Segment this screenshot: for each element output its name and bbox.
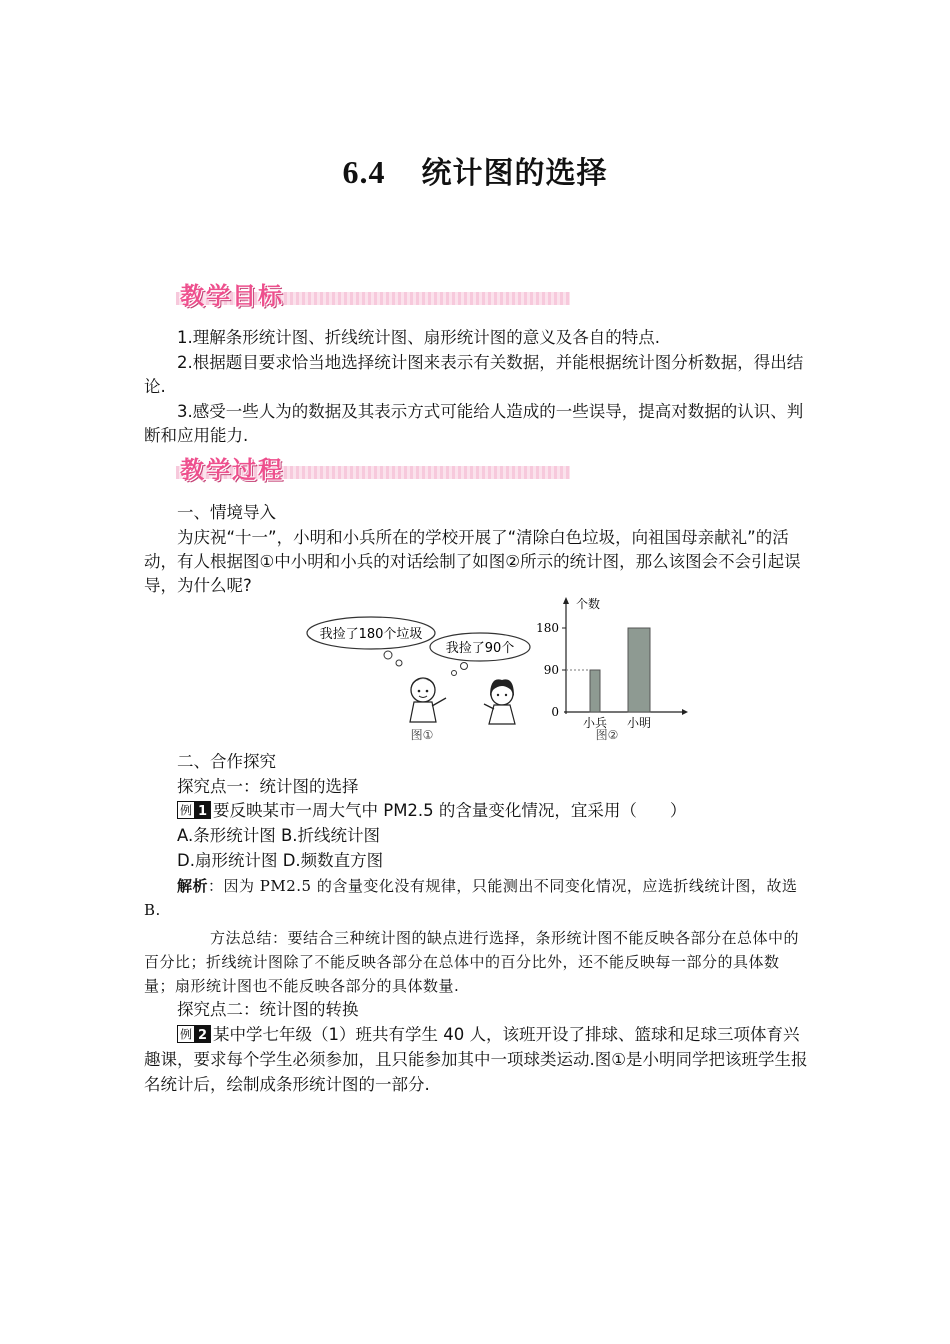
process-banner bbox=[176, 450, 570, 488]
goal-2: 2.根据题目要求恰当地选择统计图来表示有关数据，并能根据统计图分析数据，得出结论. bbox=[144, 353, 804, 396]
example-2-body: 某中学七年级（1）班共有学生 40 人，该班开设了排球、篮球和足球三项体育兴趣课，要求每个学生必须参加，且只能参加其中一项球类运动.图①是小明同学把该班学生报名统计后，绘制成条形统计图的一部分. bbox=[144, 1025, 808, 1094]
y-tick-label: 90 bbox=[543, 663, 559, 677]
example-1-analysis bbox=[144, 874, 808, 922]
section-number: 6.4 bbox=[342, 154, 386, 190]
goal-3: 3.感受一些人为的数据及其表示方式可能给人造成的一些误导，提高对数据的认识、判断和应用能力. bbox=[144, 402, 804, 445]
goals-banner-label: 教学目标 bbox=[180, 282, 284, 310]
bubble-1-text: 我捡了180个垃圾 bbox=[319, 627, 423, 642]
intro-figure bbox=[304, 592, 688, 744]
y-tick-label: 180 bbox=[536, 621, 559, 635]
x-category-label: 小兵 bbox=[582, 716, 608, 730]
section1-text: 为庆祝“十一”，小明和小兵所在的学校开展了“清除白色垃圾，向祖国母亲献礼”的活动，有人根据图①中小明和小兵的对话绘制了如图②所示的统计图，那么该图会不会引起误导，为什么呢? bbox=[144, 528, 801, 595]
example-1-question bbox=[144, 799, 808, 823]
caption-fig1: 图① bbox=[410, 728, 434, 742]
section-title: 统计图的选择 bbox=[421, 156, 608, 191]
x-axis-arrow-icon bbox=[682, 709, 688, 715]
y-axis-arrow-icon bbox=[563, 597, 569, 604]
svg-text:例: 例 bbox=[179, 1027, 193, 1042]
y-tick-label: 0 bbox=[551, 705, 559, 719]
bubble-2-tail-2 bbox=[452, 671, 457, 676]
bubble-1-tail-2 bbox=[396, 660, 402, 666]
bubble-1-tail-1 bbox=[384, 651, 392, 659]
figure-svg bbox=[304, 592, 688, 744]
girl-figure-icon bbox=[484, 679, 515, 724]
x-category-label: 小明 bbox=[626, 716, 652, 730]
page-title bbox=[0, 148, 950, 192]
example-1-options-ab: A.条形统计图 B.折线统计图 bbox=[177, 826, 381, 845]
bubble-2-text: 我捡了90个 bbox=[445, 641, 515, 656]
goal-1: 1.理解条形统计图、折线统计图、扇形统计图的意义及各自的特点. bbox=[177, 328, 660, 347]
bar-小明 bbox=[628, 628, 650, 712]
goals-banner bbox=[176, 276, 570, 314]
method-label: 方法总结 bbox=[210, 929, 273, 947]
caption-fig2: 图② bbox=[595, 728, 619, 742]
example-2-badge bbox=[177, 1025, 211, 1043]
section2-heading: 二、合作探究 bbox=[177, 752, 276, 771]
analysis-label: 解析 bbox=[177, 877, 209, 895]
example-1-text: 要反映某市一周大气中 PM2.5 的含量变化情况，宜采用（ ） bbox=[213, 801, 687, 820]
svg-text:例: 例 bbox=[179, 803, 193, 818]
y-axis-label: 个数 bbox=[576, 597, 601, 611]
example-1-method bbox=[144, 926, 808, 998]
svg-text:2: 2 bbox=[197, 1028, 208, 1043]
example-2-text bbox=[144, 1022, 808, 1097]
example-1-badge bbox=[177, 801, 211, 819]
boy-figure-icon bbox=[410, 678, 446, 722]
point1-heading: 探究点一：统计图的选择 bbox=[177, 777, 359, 796]
analysis-text: ：因为 PM2.5 的含量变化没有规律，只能测出不同变化情况，应选折线统计图，故选 B. bbox=[144, 877, 798, 919]
section1-heading: 一、情境导入 bbox=[177, 503, 276, 522]
svg-text:1: 1 bbox=[197, 804, 208, 819]
point2-heading: 探究点二：统计图的转换 bbox=[177, 1000, 359, 1019]
bar-小兵 bbox=[590, 670, 600, 712]
example-1-options-cd: D.扇形统计图 D.频数直方图 bbox=[177, 851, 384, 870]
bubble-2-tail-1 bbox=[461, 663, 468, 670]
process-banner-label: 教学过程 bbox=[180, 456, 284, 484]
bar-chart bbox=[536, 596, 688, 730]
method-text: ：要结合三种统计图的缺点进行选择，条形统计图不能反映各部分在总体中的百分比；折线统计图除了不能反映各部分在总体中的百分比外，还不能反映每一部分的具体数量；扇形统计图也不能反映各部分的具体数量. bbox=[144, 929, 800, 995]
